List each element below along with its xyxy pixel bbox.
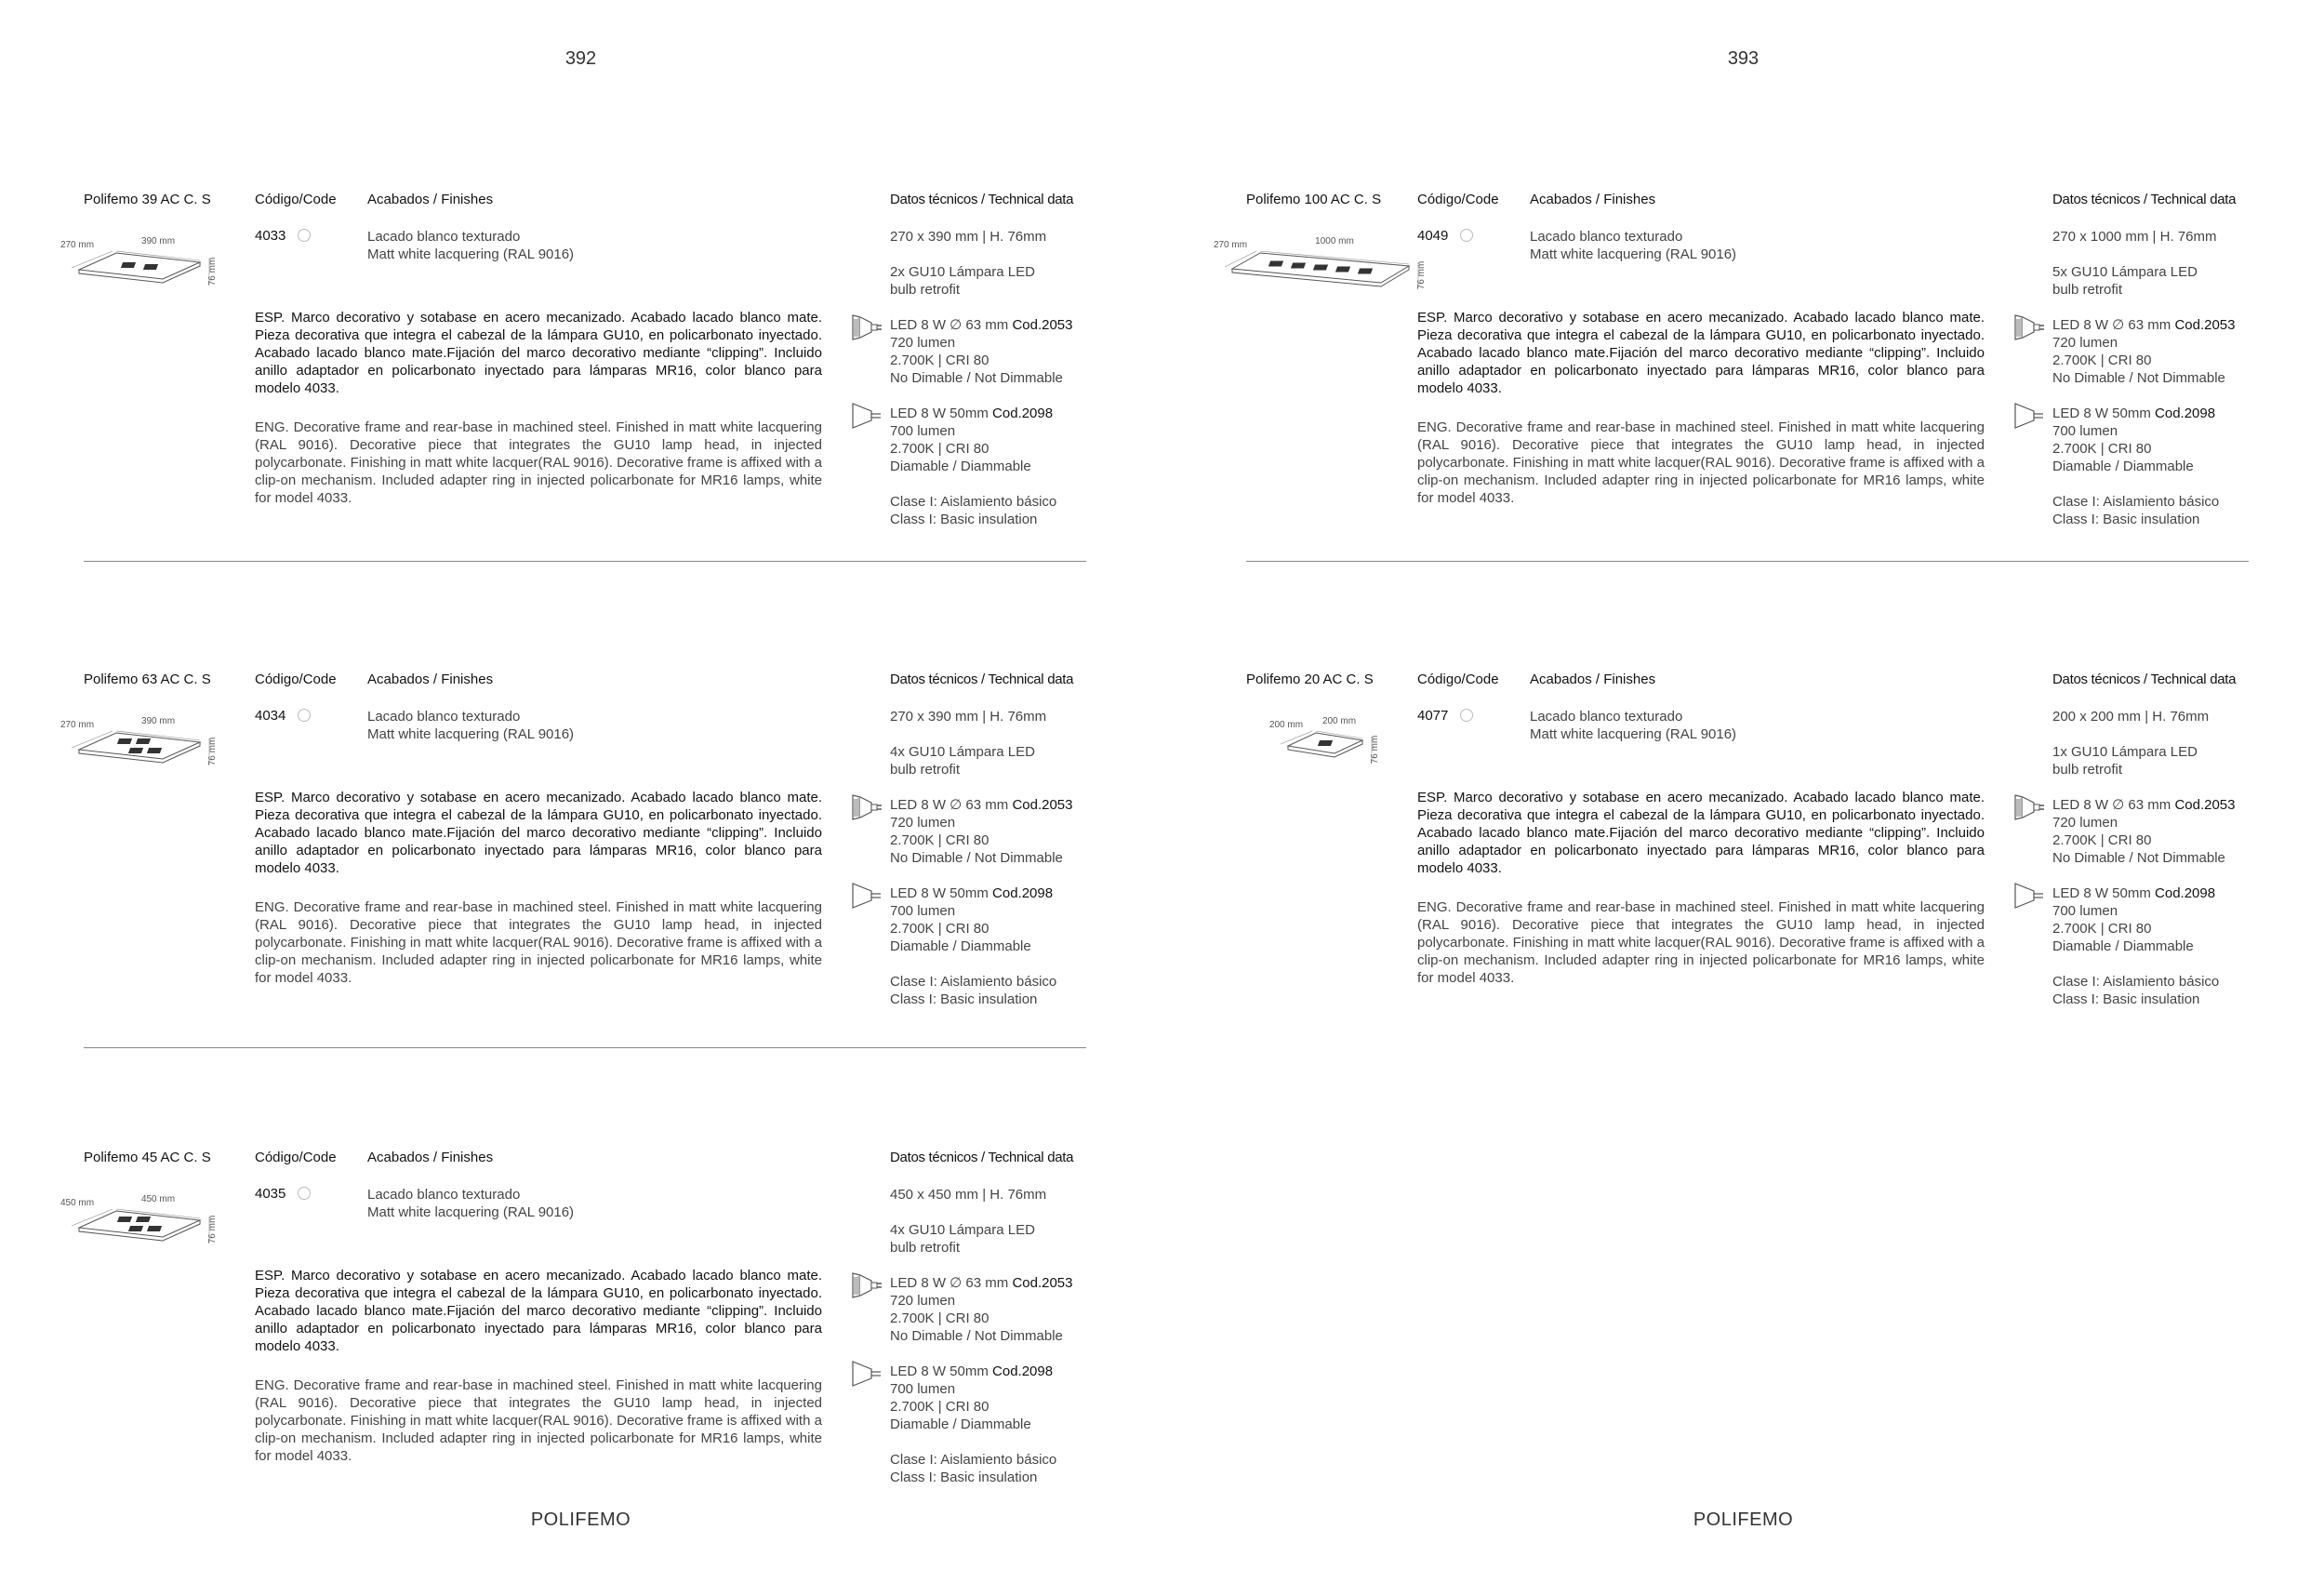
code-column-header: Código/Code [255,672,337,687]
dimension-height-label: 76 mm [207,257,218,286]
section-divider [84,561,1086,562]
led-lumen: 700 lumen [890,1381,956,1397]
led-option-2053 [2052,316,2257,405]
led-lumen: 700 lumen [2052,423,2118,439]
finish-swatch [298,709,311,722]
led-dimming: Diamable / Diammable [890,1416,1031,1432]
led-cri: 2.700K | CRI 80 [890,1399,989,1415]
dimensions: 270 x 390 mm | H. 76mm [890,709,1047,725]
page-number: 393 [1727,48,1760,69]
lamp-head-mark [128,1226,143,1231]
led-spec: LED 8 W ∅ 63 mm [2052,317,2171,333]
finish-swatch [1460,229,1473,242]
led-code: Cod.2098 [992,406,1054,421]
finishes-column-header: Acabados / Finishes [367,672,494,687]
description-en: ENG. Decorative frame and rear-base in machined steel. Finished in matt white lacquering (RAL 9016). Decorative piece that integrates the GU10 lamp head, in injected polycarbonate. Finishing in matt white lacquer(RAL 9016). Decorative frame is affixed with a clip-on mechanism. Included adapter ring in injected policarbonate for MR16 lamps, white for model 4033. [1417,899,1985,986]
finishes-column-header: Acabados / Finishes [367,192,494,207]
finish-es: Lacado blanco texturado [367,1187,521,1203]
lamp-head-mark [1291,263,1306,269]
led-cri: 2.700K | CRI 80 [890,441,989,457]
lamp-type: bulb retrofit [890,282,961,298]
finishes-column-header: Acabados / Finishes [367,1150,494,1165]
section-divider [84,1047,1086,1048]
led-code: Cod.2098 [992,1363,1054,1379]
technical-data-header: Datos técnicos / Technical data [2052,192,2237,207]
finish-es: Lacado blanco texturado [1530,709,1683,725]
led-cri: 2.700K | CRI 80 [890,921,989,937]
led-spec: LED 8 W 50mm [2052,406,2151,421]
insulation-class [2052,973,2257,1008]
led-lumen: 700 lumen [890,903,956,919]
insulation-class-es: Clase I: Aislamiento básico [890,494,1057,510]
led-spec: LED 8 W 50mm [890,1363,989,1379]
dimension-width-label: 450 mm [60,1198,95,1208]
dimension-length-label: 200 mm [1321,716,1357,726]
product-entry [1246,672,2249,1118]
product-drawing [60,698,256,781]
insulation-class [890,1451,1095,1486]
finish-en: Matt white lacquering (RAL 9016) [1530,726,1737,742]
insulation-class [2052,493,2257,528]
lamp-head-mark [147,748,162,753]
code-column-header: Código/Code [1417,672,1499,687]
led-code: Cod.2053 [2174,797,2236,813]
led-option-2098 [890,884,1095,973]
lamp-head-mark [117,738,132,744]
lamp-info [890,263,1095,316]
catalog-page-left [0,0,1162,1579]
lamp-type: bulb retrofit [890,762,961,778]
description-es: ESP. Marco decorativo y sotabase en acero mecanizado. Acabado lacado blanco mate. Pieza decorativa que integra el cabezal de la lámpara GU10, en policarbonato inyectado. Acabado lacado blanco mate.Fijación del marco decorativo mediante “clipping”. Incluido anillo adaptador en policarbonato inyectado para lámparas MR16, color blanco para modelo 4033. [1417,790,1985,876]
dimensions: 200 x 200 mm | H. 76mm [2052,709,2210,725]
dimensions: 270 x 390 mm | H. 76mm [890,229,1047,245]
lamp-type: bulb retrofit [890,1240,961,1256]
finish-description [367,708,574,743]
led-cri: 2.700K | CRI 80 [890,1310,989,1326]
product-entry [60,1150,1086,1596]
lamp-count: 4x GU10 Lámpara LED [890,744,1035,760]
product-entry [60,192,1086,638]
led-lumen: 720 lumen [2052,815,2118,831]
led-code: Cod.2053 [1012,1275,1073,1291]
led-spec: LED 8 W 50mm [890,885,989,901]
insulation-class-es: Clase I: Aislamiento básico [890,1452,1057,1468]
description-es: ESP. Marco decorativo y sotabase en acero mecanizado. Acabado lacado blanco mate. Pieza decorativa que integra el cabezal de la lámpara GU10, en policarbonato inyectado. Acabado lacado blanco mate.Fijación del marco decorativo mediante “clipping”. Incluido anillo adaptador en policarbonato inyectado para lámparas MR16, color blanco para modelo 4033. [1417,310,1985,396]
technical-data-header: Datos técnicos / Technical data [890,672,1074,687]
insulation-class [890,973,1095,1008]
description-es: ESP. Marco decorativo y sotabase en acero mecanizado. Acabado lacado blanco mate. Pieza decorativa que integra el cabezal de la lámpara GU10, en policarbonato inyectado. Acabado lacado blanco mate.Fijación del marco decorativo mediante “clipping”. Incluido anillo adaptador en policarbonato inyectado para lámparas MR16, color blanco para modelo 4033. [255,1268,822,1354]
lamp-count: 1x GU10 Lámpara LED [2052,744,2198,760]
lamp-head-mark [1313,265,1328,271]
finish-en: Matt white lacquering (RAL 9016) [367,726,575,742]
led-dimming: Diamable / Diammable [2052,459,2194,474]
technical-data [2052,708,2257,1008]
mr16-lamp-icon [2012,398,2049,435]
led-option-2053 [890,316,1095,405]
gu10-lamp-icon [2012,310,2049,347]
led-lumen: 720 lumen [890,815,956,831]
finishes-column-header: Acabados / Finishes [1530,672,1656,687]
finish-es: Lacado blanco texturado [367,709,521,725]
lamp-head-mark [121,262,136,268]
product-code: 4077 [1417,708,1449,724]
led-cri: 2.700K | CRI 80 [2052,832,2152,848]
technical-data-header: Datos técnicos / Technical data [890,1150,1074,1165]
product-code: 4034 [255,708,286,724]
lamp-head-mark [1335,267,1350,273]
dimension-length-label: 390 mm [140,716,176,726]
finish-es: Lacado blanco texturado [367,229,521,245]
insulation-class-en: Class I: Basic insulation [2052,512,2200,527]
led-dimming: No Dimable / Not Dimmable [890,370,1063,386]
lamp-count: 5x GU10 Lámpara LED [2052,264,2198,280]
description-es: ESP. Marco decorativo y sotabase en acero mecanizado. Acabado lacado blanco mate. Pieza decorativa que integra el cabezal de la lámpara GU10, en policarbonato inyectado. Acabado lacado blanco mate.Fijación del marco decorativo mediante “clipping”. Incluido anillo adaptador en policarbonato inyectado para lámparas MR16, color blanco para modelo 4033. [255,310,822,396]
product-title: Polifemo 45 AC C. S [84,1150,211,1165]
technical-data-header: Datos técnicos / Technical data [2052,672,2237,687]
lamp-head-mark [128,748,143,753]
product-code: 4035 [255,1186,286,1202]
led-code: Cod.2053 [2174,317,2236,333]
led-option-2098 [890,1363,1095,1451]
led-spec: LED 8 W 50mm [2052,885,2151,901]
led-code: Cod.2098 [2155,406,2216,421]
mr16-lamp-icon [849,398,886,435]
finish-en: Matt white lacquering (RAL 9016) [367,246,575,262]
description-es: ESP. Marco decorativo y sotabase en acero mecanizado. Acabado lacado blanco mate. Pieza decorativa que integra el cabezal de la lámpara GU10, en policarbonato inyectado. Acabado lacado blanco mate.Fijación del marco decorativo mediante “clipping”. Incluido anillo adaptador en policarbonato inyectado para lámparas MR16, color blanco para modelo 4033. [255,790,822,876]
led-spec: LED 8 W ∅ 63 mm [890,1275,1009,1291]
product-code: 4049 [1417,228,1449,244]
product-title: Polifemo 20 AC C. S [1246,672,1374,687]
insulation-class-es: Clase I: Aislamiento básico [2052,974,2220,990]
lamp-head-mark [1318,740,1333,746]
insulation-class-es: Clase I: Aislamiento básico [890,974,1057,990]
finish-description [1530,228,1736,263]
dimensions: 270 x 1000 mm | H. 76mm [2052,229,2217,245]
lamp-info [890,743,1095,796]
catalog-page-right [1162,0,2324,1579]
finish-swatch [298,1187,311,1200]
finish-swatch [298,229,311,242]
gu10-lamp-icon [2012,790,2049,827]
led-code: Cod.2098 [2155,885,2216,901]
technical-data [890,228,1095,528]
page-number: 392 [564,48,597,69]
technical-data [890,708,1095,1008]
description-en: ENG. Decorative frame and rear-base in machined steel. Finished in matt white lacquering (RAL 9016). Decorative piece that integrates the GU10 lamp head, in injected polycarbonate. Finishing in matt white lacquer(RAL 9016). Decorative frame is affixed with a clip-on mechanism. Included adapter ring in injected policarbonate for MR16 lamps, white for model 4033. [255,419,822,506]
dimension-length-label: 450 mm [140,1194,176,1204]
insulation-class-en: Class I: Basic insulation [890,512,1038,527]
led-cri: 2.700K | CRI 80 [890,352,989,368]
product-entry [1213,192,2249,638]
led-lumen: 720 lumen [890,335,956,351]
insulation-class [890,493,1095,528]
dimensions: 450 x 450 mm | H. 76mm [890,1187,1047,1203]
insulation-class-en: Class I: Basic insulation [890,1470,1038,1485]
gu10-lamp-icon [849,310,886,347]
dimension-width-label: 270 mm [1213,240,1248,250]
lamp-count: 2x GU10 Lámpara LED [890,264,1035,280]
gu10-lamp-icon [849,790,886,827]
led-cri: 2.700K | CRI 80 [2052,352,2152,368]
led-dimming: Diamable / Diammable [2052,938,2194,954]
led-dimming: No Dimable / Not Dimmable [890,1328,1063,1344]
lamp-head-mark [143,264,158,270]
lamp-head-mark [136,1217,151,1222]
product-drawing [60,1176,256,1259]
led-lumen: 700 lumen [2052,903,2118,919]
led-option-2098 [2052,405,2257,493]
lamp-head-mark [147,1226,162,1231]
led-lumen: 720 lumen [2052,335,2118,351]
lamp-head-mark [1268,261,1283,267]
dimension-height-label: 76 mm [1370,735,1380,765]
led-lumen: 720 lumen [890,1293,956,1309]
product-code: 4033 [255,228,286,244]
led-option-2053 [890,796,1095,884]
technical-data-header: Datos técnicos / Technical data [890,192,1074,207]
lamp-info [2052,263,2257,316]
led-spec: LED 8 W 50mm [890,406,989,421]
code-column-header: Código/Code [1417,192,1499,207]
mr16-lamp-icon [2012,878,2049,915]
dimension-width-label: 200 mm [1268,720,1304,730]
product-drawing [60,218,256,301]
finish-description [367,1186,574,1221]
led-option-2053 [890,1274,1095,1363]
finish-es: Lacado blanco texturado [1530,229,1683,245]
lamp-head-mark [117,1217,132,1222]
mr16-lamp-icon [849,878,886,915]
code-column-header: Código/Code [255,192,337,207]
led-dimming: Diamable / Diammable [890,459,1031,474]
dimension-width-label: 270 mm [60,720,95,730]
gu10-lamp-icon [849,1268,886,1305]
description-en: ENG. Decorative frame and rear-base in machined steel. Finished in matt white lacquering (RAL 9016). Decorative piece that integrates the GU10 lamp head, in injected polycarbonate. Finishing in matt white lacquer(RAL 9016). Decorative frame is affixed with a clip-on mechanism. Included adapter ring in injected policarbonate for MR16 lamps, white for model 4033. [1417,419,1985,506]
led-code: Cod.2053 [1012,797,1073,813]
description-en: ENG. Decorative frame and rear-base in machined steel. Finished in matt white lacquering (RAL 9016). Decorative piece that integrates the GU10 lamp head, in injected polycarbonate. Finishing in matt white lacquer(RAL 9016). Decorative frame is affixed with a clip-on mechanism. Included adapter ring in injected policarbonate for MR16 lamps, white for model 4033. [255,899,822,986]
lamp-head-mark [136,738,151,744]
section-divider [1246,561,2249,562]
finish-swatch [1460,709,1473,722]
dimension-length-label: 390 mm [140,236,176,246]
led-spec: LED 8 W ∅ 63 mm [890,797,1009,813]
led-option-2098 [890,405,1095,493]
finishes-column-header: Acabados / Finishes [1530,192,1656,207]
technical-data [2052,228,2257,528]
lamp-type: bulb retrofit [2052,762,2123,778]
lamp-info [890,1221,1095,1274]
dimension-height-label: 76 mm [1416,260,1427,290]
page-footer: POLIFEMO [1693,1510,1794,1530]
led-option-2053 [2052,796,2257,884]
led-spec: LED 8 W ∅ 63 mm [890,317,1009,333]
finish-en: Matt white lacquering (RAL 9016) [367,1204,575,1220]
mr16-lamp-icon [849,1356,886,1393]
insulation-class-en: Class I: Basic insulation [890,991,1038,1007]
technical-data [890,1186,1095,1486]
led-spec: LED 8 W ∅ 63 mm [2052,797,2171,813]
led-cri: 2.700K | CRI 80 [2052,921,2152,937]
finish-description [1530,708,1736,743]
dimension-height-label: 76 mm [207,737,218,766]
insulation-class-en: Class I: Basic insulation [2052,991,2200,1007]
product-drawing [1213,218,1427,301]
code-column-header: Código/Code [255,1150,337,1165]
insulation-class-es: Clase I: Aislamiento básico [2052,494,2220,510]
led-dimming: No Dimable / Not Dimmable [890,850,1063,866]
led-option-2098 [2052,884,2257,973]
description-en: ENG. Decorative frame and rear-base in machined steel. Finished in matt white lacquering (RAL 9016). Decorative piece that integrates the GU10 lamp head, in injected polycarbonate. Finishing in matt white lacquer(RAL 9016). Decorative frame is affixed with a clip-on mechanism. Included adapter ring in injected policarbonate for MR16 lamps, white for model 4033. [255,1377,822,1464]
lamp-head-mark [1358,269,1373,274]
lamp-count: 4x GU10 Lámpara LED [890,1222,1035,1238]
product-title: Polifemo 63 AC C. S [84,672,211,687]
page-footer: POLIFEMO [530,1510,631,1530]
product-title: Polifemo 39 AC C. S [84,192,211,207]
dimension-length-label: 1000 mm [1315,236,1354,246]
product-drawing [1223,698,1418,781]
led-cri: 2.700K | CRI 80 [890,832,989,848]
product-title: Polifemo 100 AC C. S [1246,192,1382,207]
led-cri: 2.700K | CRI 80 [2052,441,2152,457]
led-dimming: No Dimable / Not Dimmable [2052,370,2225,386]
led-code: Cod.2098 [992,885,1054,901]
lamp-type: bulb retrofit [2052,282,2123,298]
led-lumen: 700 lumen [890,423,956,439]
lamp-info [2052,743,2257,796]
dimension-width-label: 270 mm [60,240,95,250]
led-code: Cod.2053 [1012,317,1073,333]
finish-description [367,228,574,263]
finish-en: Matt white lacquering (RAL 9016) [1530,246,1737,262]
product-entry [60,672,1086,1118]
led-dimming: Diamable / Diammable [890,938,1031,954]
led-dimming: No Dimable / Not Dimmable [2052,850,2225,866]
dimension-height-label: 76 mm [207,1215,218,1244]
